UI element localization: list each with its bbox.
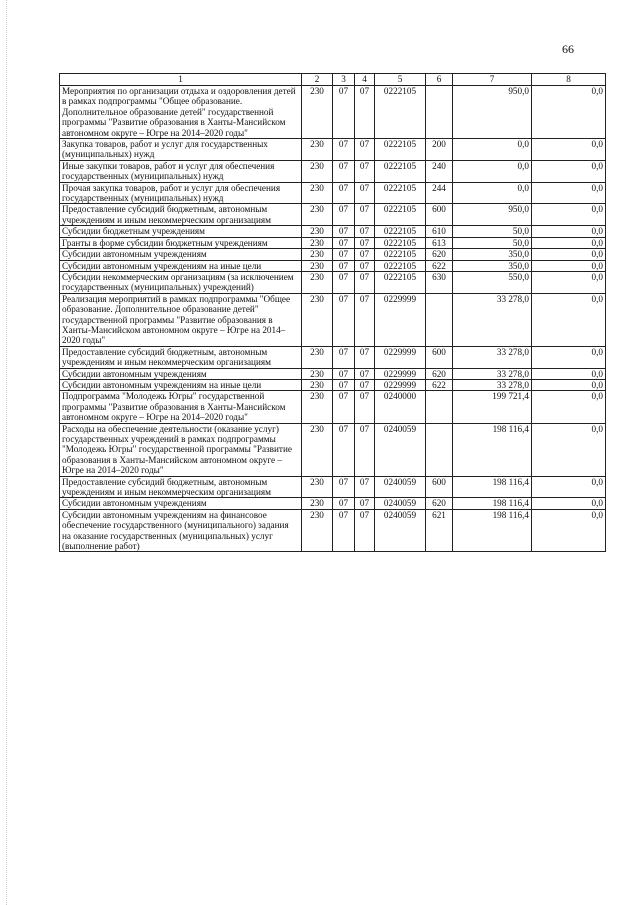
cell-col-3: 07	[333, 249, 355, 260]
cell-col-4: 07	[355, 182, 375, 204]
cell-name: Расходы на обеспечение деятельности (оказание услуг) государственных учреждений в рамках подпрограммы "Молодежь Югры" государственной программы "Развитие образования в Ханты-Мансийском автономном округе – Югре на 2014–2020 годы"	[60, 423, 302, 476]
table-row	[60, 249, 606, 260]
cell-name: Субсидии некоммерческим организациям (за исключением государственных (муниципальных) учреждений)	[60, 271, 302, 293]
cell-col-2: 230	[302, 271, 333, 293]
cell-col-6	[426, 423, 453, 476]
page-number: 66	[562, 42, 574, 56]
cell-name: Субсидии автономным учреждениям	[60, 249, 302, 260]
table-row	[60, 226, 606, 237]
table-row	[60, 379, 606, 390]
cell-col-3: 07	[333, 86, 355, 139]
table-row	[60, 423, 606, 476]
cell-col-7: 50,0	[453, 226, 532, 237]
cell-col-7: 198 116,4	[453, 498, 532, 509]
cell-col-7: 33 278,0	[453, 368, 532, 379]
table-row	[60, 160, 606, 182]
cell-col-6: 200	[426, 139, 453, 161]
column-header: 4	[355, 74, 375, 86]
cell-col-5: 0229999	[375, 346, 426, 368]
cell-col-6: 600	[426, 346, 453, 368]
cell-name: Предоставление субсидий бюджетным, автономным учреждениям и иным некоммерческим организациям	[60, 346, 302, 368]
cell-col-4: 07	[355, 509, 375, 552]
cell-col-5: 0222105	[375, 260, 426, 271]
cell-col-7: 33 278,0	[453, 346, 532, 368]
cell-col-3: 07	[333, 293, 355, 346]
cell-name: Прочая закупка товаров, работ и услуг для обеспечения государственных (муниципальных) нужд	[60, 182, 302, 204]
cell-col-2: 230	[302, 86, 333, 139]
cell-col-3: 07	[333, 160, 355, 182]
cell-col-2: 230	[302, 226, 333, 237]
cell-col-3: 07	[333, 379, 355, 390]
cell-name: Иные закупки товаров, работ и услуг для обеспечения государственных (муниципальных) нужд	[60, 160, 302, 182]
cell-col-8: 0,0	[532, 237, 606, 248]
cell-col-6: 622	[426, 260, 453, 271]
column-header: 1	[60, 74, 302, 86]
cell-col-8: 0,0	[532, 498, 606, 509]
cell-col-3: 07	[333, 368, 355, 379]
cell-col-6: 620	[426, 249, 453, 260]
cell-col-3: 07	[333, 498, 355, 509]
table-row	[60, 391, 606, 423]
cell-col-5: 0240059	[375, 476, 426, 498]
cell-col-8: 0,0	[532, 509, 606, 552]
table-body	[60, 86, 606, 552]
cell-col-8: 0,0	[532, 293, 606, 346]
cell-col-7: 198 116,4	[453, 476, 532, 498]
cell-col-5: 0229999	[375, 368, 426, 379]
cell-name: Гранты в форме субсидии бюджетным учреждениям	[60, 237, 302, 248]
cell-col-4: 07	[355, 379, 375, 390]
table-row	[60, 204, 606, 226]
cell-col-6: 620	[426, 498, 453, 509]
cell-col-7: 199 721,4	[453, 391, 532, 423]
budget-table	[59, 73, 606, 552]
table-row	[60, 498, 606, 509]
cell-col-3: 07	[333, 182, 355, 204]
cell-col-7: 0,0	[453, 182, 532, 204]
cell-col-6: 240	[426, 160, 453, 182]
cell-col-5: 0229999	[375, 379, 426, 390]
table-row	[60, 271, 606, 293]
cell-col-2: 230	[302, 237, 333, 248]
cell-col-5: 0222105	[375, 160, 426, 182]
cell-name: Закупка товаров, работ и услуг для государственных (муниципальных) нужд	[60, 139, 302, 161]
cell-col-8: 0,0	[532, 139, 606, 161]
cell-col-8: 0,0	[532, 204, 606, 226]
cell-col-8: 0,0	[532, 249, 606, 260]
cell-col-7: 50,0	[453, 237, 532, 248]
column-header: 6	[426, 74, 453, 86]
cell-col-8: 0,0	[532, 346, 606, 368]
cell-col-2: 230	[302, 204, 333, 226]
cell-col-4: 07	[355, 86, 375, 139]
cell-col-3: 07	[333, 423, 355, 476]
cell-col-3: 07	[333, 260, 355, 271]
cell-col-7: 0,0	[453, 160, 532, 182]
cell-name: Подпрограмма "Молодежь Югры" государственной программы "Развитие образования в Ханты-Мансийском автономном округе – Югре на 2014–2020 годы"	[60, 391, 302, 423]
cell-col-6: 600	[426, 204, 453, 226]
cell-col-7: 950,0	[453, 204, 532, 226]
cell-col-2: 230	[302, 249, 333, 260]
table-row	[60, 509, 606, 552]
cell-col-5: 0222105	[375, 237, 426, 248]
cell-col-3: 07	[333, 509, 355, 552]
cell-col-4: 07	[355, 271, 375, 293]
cell-name: Субсидии бюджетным учреждениям	[60, 226, 302, 237]
column-header: 2	[302, 74, 333, 86]
cell-col-4: 07	[355, 226, 375, 237]
cell-col-6: 630	[426, 271, 453, 293]
cell-col-8: 0,0	[532, 368, 606, 379]
cell-col-2: 230	[302, 391, 333, 423]
cell-col-2: 230	[302, 368, 333, 379]
column-header: 5	[375, 74, 426, 86]
cell-col-7: 0,0	[453, 139, 532, 161]
cell-name: Реализация мероприятий в рамках подпрограммы "Общее образование. Дополнительное образование детей" государственной программы "Развитие образования в Ханты-Мансийском автономном округе – Югре на 2014–2020 годы"	[60, 293, 302, 346]
cell-col-3: 07	[333, 237, 355, 248]
cell-col-8: 0,0	[532, 182, 606, 204]
cell-col-2: 230	[302, 498, 333, 509]
cell-col-4: 07	[355, 423, 375, 476]
cell-col-6: 600	[426, 476, 453, 498]
cell-col-6	[426, 293, 453, 346]
column-header: 3	[333, 74, 355, 86]
cell-col-5: 0222105	[375, 182, 426, 204]
cell-col-7: 350,0	[453, 249, 532, 260]
cell-col-8: 0,0	[532, 379, 606, 390]
cell-col-5: 0222105	[375, 271, 426, 293]
cell-col-5: 0222105	[375, 86, 426, 139]
table-row	[60, 260, 606, 271]
cell-col-2: 230	[302, 260, 333, 271]
cell-name: Мероприятия по организации отдыха и оздоровления детей в рамках подпрограммы "Общее образование. Дополнительное образование детей" государственной программы "Развитие образования в Ханты-Мансийском автономном округе – Югре на 2014–2020 годы"	[60, 86, 302, 139]
cell-col-2: 230	[302, 160, 333, 182]
cell-col-3: 07	[333, 204, 355, 226]
cell-col-2: 230	[302, 346, 333, 368]
cell-name: Предоставление субсидий бюджетным, автономным учреждениям и иным некоммерческим организациям	[60, 476, 302, 498]
cell-col-7: 198 116,4	[453, 509, 532, 552]
table-row	[60, 182, 606, 204]
cell-col-8: 0,0	[532, 226, 606, 237]
cell-col-5: 0222105	[375, 139, 426, 161]
cell-col-5: 0240059	[375, 423, 426, 476]
cell-col-5: 0240059	[375, 509, 426, 552]
cell-col-8: 0,0	[532, 260, 606, 271]
cell-name: Субсидии автономным учреждениям на иные цели	[60, 379, 302, 390]
cell-name: Субсидии автономным учреждениям	[60, 368, 302, 379]
cell-col-2: 230	[302, 379, 333, 390]
cell-col-4: 07	[355, 346, 375, 368]
cell-col-2: 230	[302, 509, 333, 552]
cell-name: Предоставление субсидий бюджетным, автономным учреждениям и иным некоммерческим организациям	[60, 204, 302, 226]
cell-col-6: 610	[426, 226, 453, 237]
table-row	[60, 237, 606, 248]
cell-col-3: 07	[333, 226, 355, 237]
cell-col-7: 550,0	[453, 271, 532, 293]
cell-col-4: 07	[355, 249, 375, 260]
cell-col-8: 0,0	[532, 86, 606, 139]
cell-col-4: 07	[355, 160, 375, 182]
cell-col-3: 07	[333, 476, 355, 498]
cell-col-4: 07	[355, 476, 375, 498]
cell-col-5: 0240059	[375, 498, 426, 509]
cell-col-7: 33 278,0	[453, 379, 532, 390]
cell-col-3: 07	[333, 271, 355, 293]
cell-col-3: 07	[333, 346, 355, 368]
cell-col-8: 0,0	[532, 476, 606, 498]
table-row	[60, 86, 606, 139]
cell-col-4: 07	[355, 260, 375, 271]
cell-col-3: 07	[333, 391, 355, 423]
table-row	[60, 476, 606, 498]
table-row	[60, 368, 606, 379]
page-edge-line	[6, 0, 8, 905]
cell-col-5: 0222105	[375, 249, 426, 260]
cell-col-5: 0229999	[375, 293, 426, 346]
cell-col-6: 621	[426, 509, 453, 552]
cell-name: Субсидии автономным учреждениям на финансовое обеспечение государственного (муниципального) задания на оказание государственных (муниципальных) услуг (выполнение работ)	[60, 509, 302, 552]
cell-col-7: 198 116,4	[453, 423, 532, 476]
table-row	[60, 139, 606, 161]
column-header: 8	[532, 74, 606, 86]
table-row	[60, 293, 606, 346]
cell-col-4: 07	[355, 498, 375, 509]
cell-col-7: 33 278,0	[453, 293, 532, 346]
cell-col-2: 230	[302, 423, 333, 476]
cell-col-2: 230	[302, 182, 333, 204]
cell-col-6: 613	[426, 237, 453, 248]
cell-col-6: 620	[426, 368, 453, 379]
cell-col-4: 07	[355, 293, 375, 346]
cell-col-4: 07	[355, 237, 375, 248]
cell-col-2: 230	[302, 139, 333, 161]
cell-name: Субсидии автономным учреждениям	[60, 498, 302, 509]
cell-col-8: 0,0	[532, 391, 606, 423]
cell-col-5: 0222105	[375, 204, 426, 226]
header-row	[60, 74, 606, 86]
cell-col-8: 0,0	[532, 160, 606, 182]
cell-col-4: 07	[355, 204, 375, 226]
cell-col-8: 0,0	[532, 423, 606, 476]
column-header: 7	[453, 74, 532, 86]
cell-col-4: 07	[355, 368, 375, 379]
cell-col-2: 230	[302, 476, 333, 498]
cell-name: Субсидии автономным учреждениям на иные цели	[60, 260, 302, 271]
cell-col-5: 0240000	[375, 391, 426, 423]
cell-col-4: 07	[355, 391, 375, 423]
cell-col-6: 622	[426, 379, 453, 390]
cell-col-6	[426, 391, 453, 423]
table-row	[60, 346, 606, 368]
cell-col-5: 0222105	[375, 226, 426, 237]
cell-col-7: 950,0	[453, 86, 532, 139]
cell-col-2: 230	[302, 293, 333, 346]
cell-col-6	[426, 86, 453, 139]
cell-col-6: 244	[426, 182, 453, 204]
cell-col-4: 07	[355, 139, 375, 161]
cell-col-8: 0,0	[532, 271, 606, 293]
cell-col-7: 350,0	[453, 260, 532, 271]
cell-col-3: 07	[333, 139, 355, 161]
